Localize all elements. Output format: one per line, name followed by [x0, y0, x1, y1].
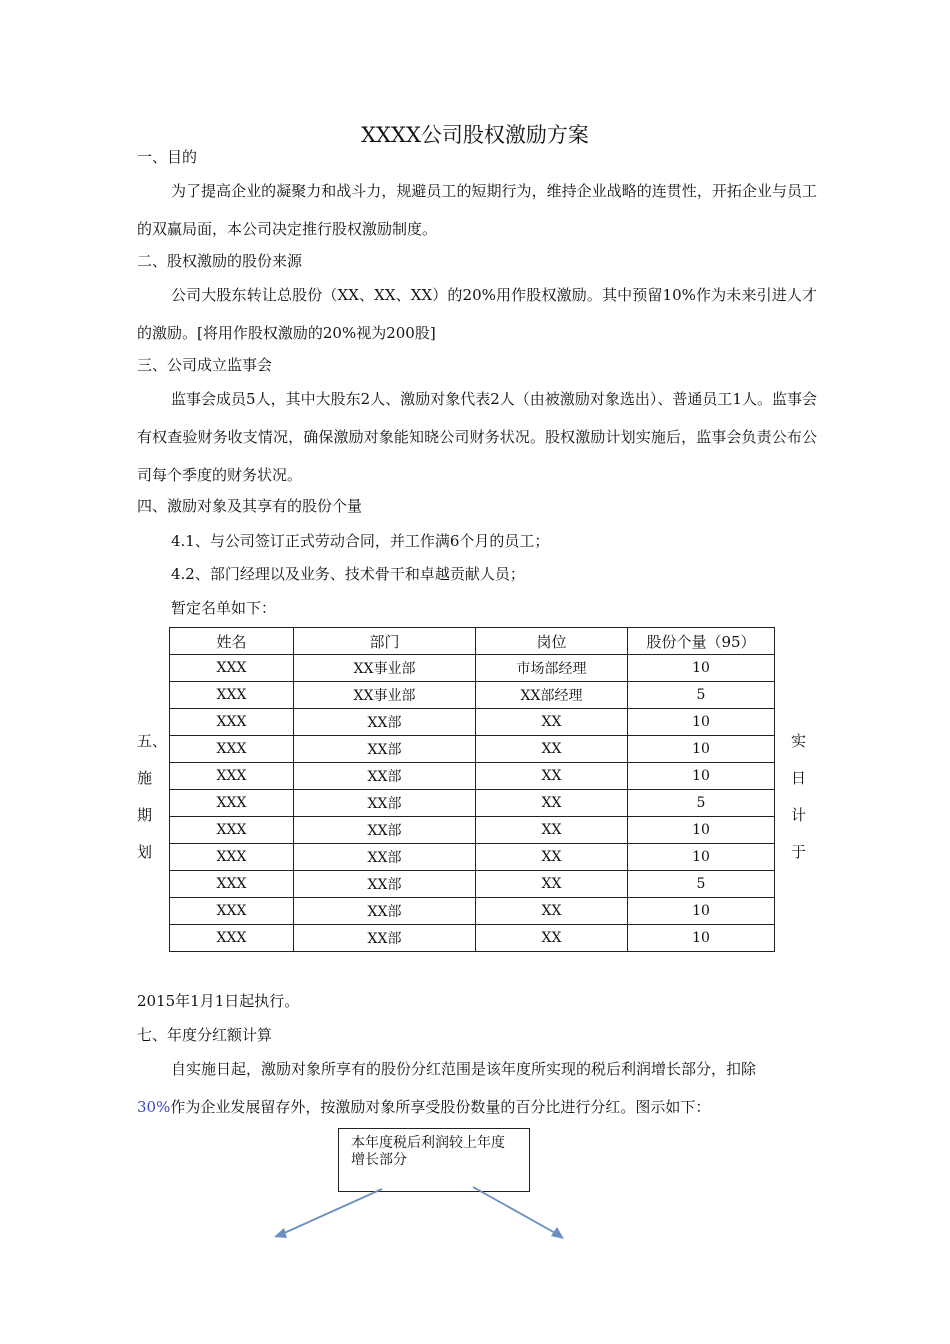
- section-7-body-line-2-text: 作为企业发展留存外，按激励对象所享受股份数量的百分比进行分红。图示如下：: [170, 1098, 711, 1116]
- cell-department: XX部: [294, 736, 476, 763]
- cell-department: XX部: [294, 871, 476, 898]
- cell-position: XX: [476, 925, 628, 952]
- cell-department: XX事业部: [294, 655, 476, 682]
- section-5-right-char: 实: [791, 732, 807, 750]
- section-5-right-char: 于: [791, 843, 807, 861]
- cell-department: XX部: [294, 790, 476, 817]
- cell-name: XXX: [170, 925, 294, 952]
- cell-department: XX部: [294, 925, 476, 952]
- flowchart-arrow-right: [473, 1187, 557, 1234]
- cell-position: XX: [476, 763, 628, 790]
- cell-position: XX: [476, 736, 628, 763]
- section-5-right-char: 日: [791, 769, 807, 787]
- flowchart-arrow-left: [282, 1189, 382, 1234]
- section-2-heading: 二、股权激励的股份来源: [137, 252, 303, 270]
- cell-shares: 5: [628, 682, 775, 709]
- cell-department: XX部: [294, 763, 476, 790]
- header-position: 岗位: [476, 628, 628, 655]
- flowchart-arrowhead-right: [551, 1227, 564, 1239]
- flowchart-box: 本年度税后利润较上年度增长部分: [338, 1128, 530, 1192]
- section-5-right-char: 计: [791, 806, 807, 824]
- cell-department: XX部: [294, 817, 476, 844]
- cell-name: XXX: [170, 871, 294, 898]
- cell-name: XXX: [170, 709, 294, 736]
- cell-name: XXX: [170, 736, 294, 763]
- cell-department: XX部: [294, 709, 476, 736]
- header-name: 姓名: [170, 628, 294, 655]
- section-4-item-1: 4.1、与公司签订正式劳动合同，并工作满6个月的员工；: [171, 532, 550, 550]
- cell-shares: 10: [628, 736, 775, 763]
- cell-position: XX: [476, 817, 628, 844]
- cell-shares: 10: [628, 709, 775, 736]
- cell-position: XX: [476, 844, 628, 871]
- cell-name: XXX: [170, 898, 294, 925]
- section-7-body-line-1: 自实施日起，激励对象所享有的股份分红范围是该年度所实现的税后利润增长部分，扣除: [171, 1060, 757, 1078]
- cell-position: XX: [476, 871, 628, 898]
- document-title: XXXX公司股权激励方案: [361, 123, 589, 147]
- cell-name: XXX: [170, 682, 294, 709]
- flowchart-arrowhead-left: [274, 1228, 287, 1238]
- section-5-left-char: 划: [137, 843, 153, 861]
- cell-shares: 5: [628, 790, 775, 817]
- section-4-item-2: 4.2、部门经理以及业务、技术骨干和卓越贡献人员；: [171, 565, 525, 583]
- section-1-body: 为了提高企业的凝聚力和战斗力，规避员工的短期行为，维持企业战略的连贯性，开拓企业与员工的双赢局面，本公司决定推行股权激励制度。: [137, 182, 817, 238]
- cell-shares: 10: [628, 898, 775, 925]
- cell-department: XX部: [294, 844, 476, 871]
- section-2-body: 公司大股东转让总股份（XX、XX、XX）的20%用作股权激励。其中预留10%作为未来引进人才的激励。[将用作股权激励的20%视为200股]: [137, 286, 817, 342]
- cell-shares: 10: [628, 763, 775, 790]
- cell-shares: 10: [628, 817, 775, 844]
- cell-name: XXX: [170, 844, 294, 871]
- section-5-left-char: 五、: [137, 732, 168, 750]
- cell-shares: 5: [628, 871, 775, 898]
- section-5-continuation: 2015年1月1日起执行。: [137, 992, 300, 1010]
- cell-name: XXX: [170, 790, 294, 817]
- cell-shares: 10: [628, 655, 775, 682]
- header-department: 部门: [294, 628, 476, 655]
- cell-name: XXX: [170, 655, 294, 682]
- cell-position: XX部经理: [476, 682, 628, 709]
- section-4-heading: 四、激励对象及其享有的股份个量: [137, 497, 363, 515]
- cell-name: XXX: [170, 763, 294, 790]
- cell-department: XX事业部: [294, 682, 476, 709]
- list-intro: 暂定名单如下：: [171, 599, 277, 617]
- cell-position: 市场部经理: [476, 655, 628, 682]
- percentage-highlight: 30%: [137, 1098, 171, 1116]
- cell-position: XX: [476, 790, 628, 817]
- section-5-left-char: 期: [137, 806, 153, 824]
- section-3-body: 监事会成员5人，其中大股东2人、激励对象代表2人（由被激励对象选出）、普通员工1人。监事会有权查验财务收支情况，确保激励对象能知晓公司财务状况。股权激励计划实施后，监事会负责公布公司每个季度的财务状况。: [137, 390, 817, 484]
- cell-department: XX部: [294, 898, 476, 925]
- cell-name: XXX: [170, 817, 294, 844]
- section-3-heading: 三、公司成立监事会: [137, 356, 273, 374]
- section-1-heading: 一、目的: [137, 148, 198, 166]
- section-7-heading: 七、年度分红额计算: [137, 1026, 273, 1044]
- cell-shares: 10: [628, 844, 775, 871]
- header-shares: 股份个量（95）: [628, 628, 775, 655]
- cell-position: XX: [476, 709, 628, 736]
- cell-shares: 10: [628, 925, 775, 952]
- cell-position: XX: [476, 898, 628, 925]
- section-5-left-char: 施: [137, 769, 153, 787]
